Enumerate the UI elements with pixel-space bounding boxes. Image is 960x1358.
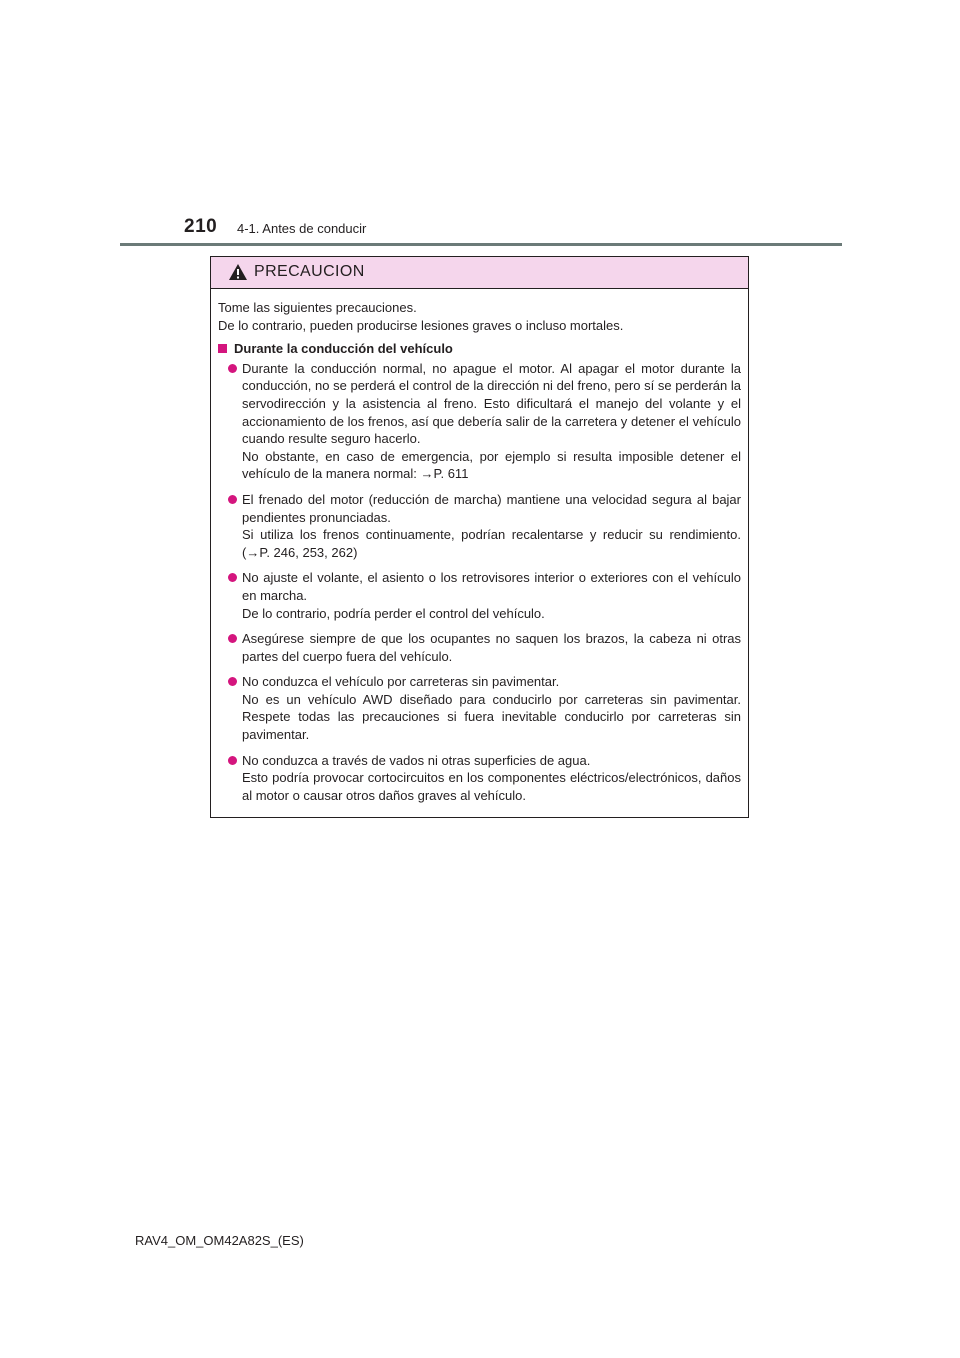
round-bullet-icon (228, 756, 237, 765)
intro-line: De lo contrario, pueden producirse lesiones graves o incluso mortales. (218, 317, 624, 333)
warning-triangle-icon (228, 263, 248, 281)
section-title: 4-1. Antes de conducir (237, 221, 367, 236)
list-item (218, 673, 741, 743)
list-item (218, 752, 741, 805)
caution-header (211, 257, 748, 289)
list-item-text: Si utiliza los frenos continuamente, podrían recalentarse y reducir su rendimiento. (→P. 246, 253, 262) (242, 527, 741, 560)
list-item-text: Esto podría provocar cortocircuitos en los componentes eléctricos/electrónicos, daños al motor o causar otros daños graves al vehículo. (242, 770, 741, 803)
round-bullet-icon (228, 364, 237, 373)
list-item (218, 569, 741, 622)
round-bullet-icon (228, 495, 237, 504)
caution-intro (218, 299, 741, 334)
list-item-text: Asegúrese siempre de que los ocupantes no saquen los brazos, la cabeza ni otras partes del cuerpo fuera del vehículo. (242, 631, 741, 664)
list-item (218, 360, 741, 483)
caution-body (211, 289, 748, 804)
square-bullet-icon (218, 344, 227, 353)
list-item-text: El frenado del motor (reducción de marcha) mantiene una velocidad segura al bajar pendientes pronunciadas. (242, 491, 741, 525)
round-bullet-icon (228, 677, 237, 686)
caution-list (218, 360, 741, 805)
list-item-text: No conduzca el vehículo por carreteras sin pavimentar. (242, 674, 560, 690)
header-rule (120, 243, 842, 246)
document-code: RAV4_OM_OM42A82S_(ES) (135, 1233, 304, 1248)
list-item-text: No es un vehículo AWD diseñado para conducirlo por carreteras sin pavimentar. Respete todas las precauciones si fuera inevitable conducirlo por carreteras sin pavimentar. (242, 691, 741, 743)
list-item-text: No obstante, en caso de emergencia, por ejemplo si resulta imposible detener el vehículo de la manera normal: →P. 611 (242, 448, 741, 482)
subsection-heading (218, 340, 741, 358)
list-item-text: No conduzca a través de vados ni otras superficies de agua. (242, 752, 591, 768)
caution-box (210, 256, 749, 818)
list-item-text: No ajuste el volante, el asiento o los retrovisores interior o exteriores con el vehículo en marcha. (242, 570, 741, 603)
round-bullet-icon (228, 573, 237, 582)
page-number: 210 (184, 216, 218, 237)
round-bullet-icon (228, 634, 237, 643)
list-item-text: De lo contrario, podría perder el control del vehículo. (242, 605, 545, 621)
subsection-heading-text: Durante la conducción del vehículo (234, 341, 453, 357)
list-item (218, 491, 741, 561)
list-item (218, 630, 741, 665)
list-item-text: Durante la conducción normal, no apague el motor. Al apagar el motor durante la conducción, no se perderá el control de la dirección ni del freno, pero sí se perderán la servodirección y la asistencia al freno. Esto dificultará el manejo del volante y el accionamiento de los frenos, así que debería salir de la carretera y detener el vehículo cuando resulte seguro hacerlo. (242, 360, 741, 447)
intro-line: Tome las siguientes precauciones. (218, 300, 417, 315)
caution-title: PRECAUCION (254, 263, 365, 280)
